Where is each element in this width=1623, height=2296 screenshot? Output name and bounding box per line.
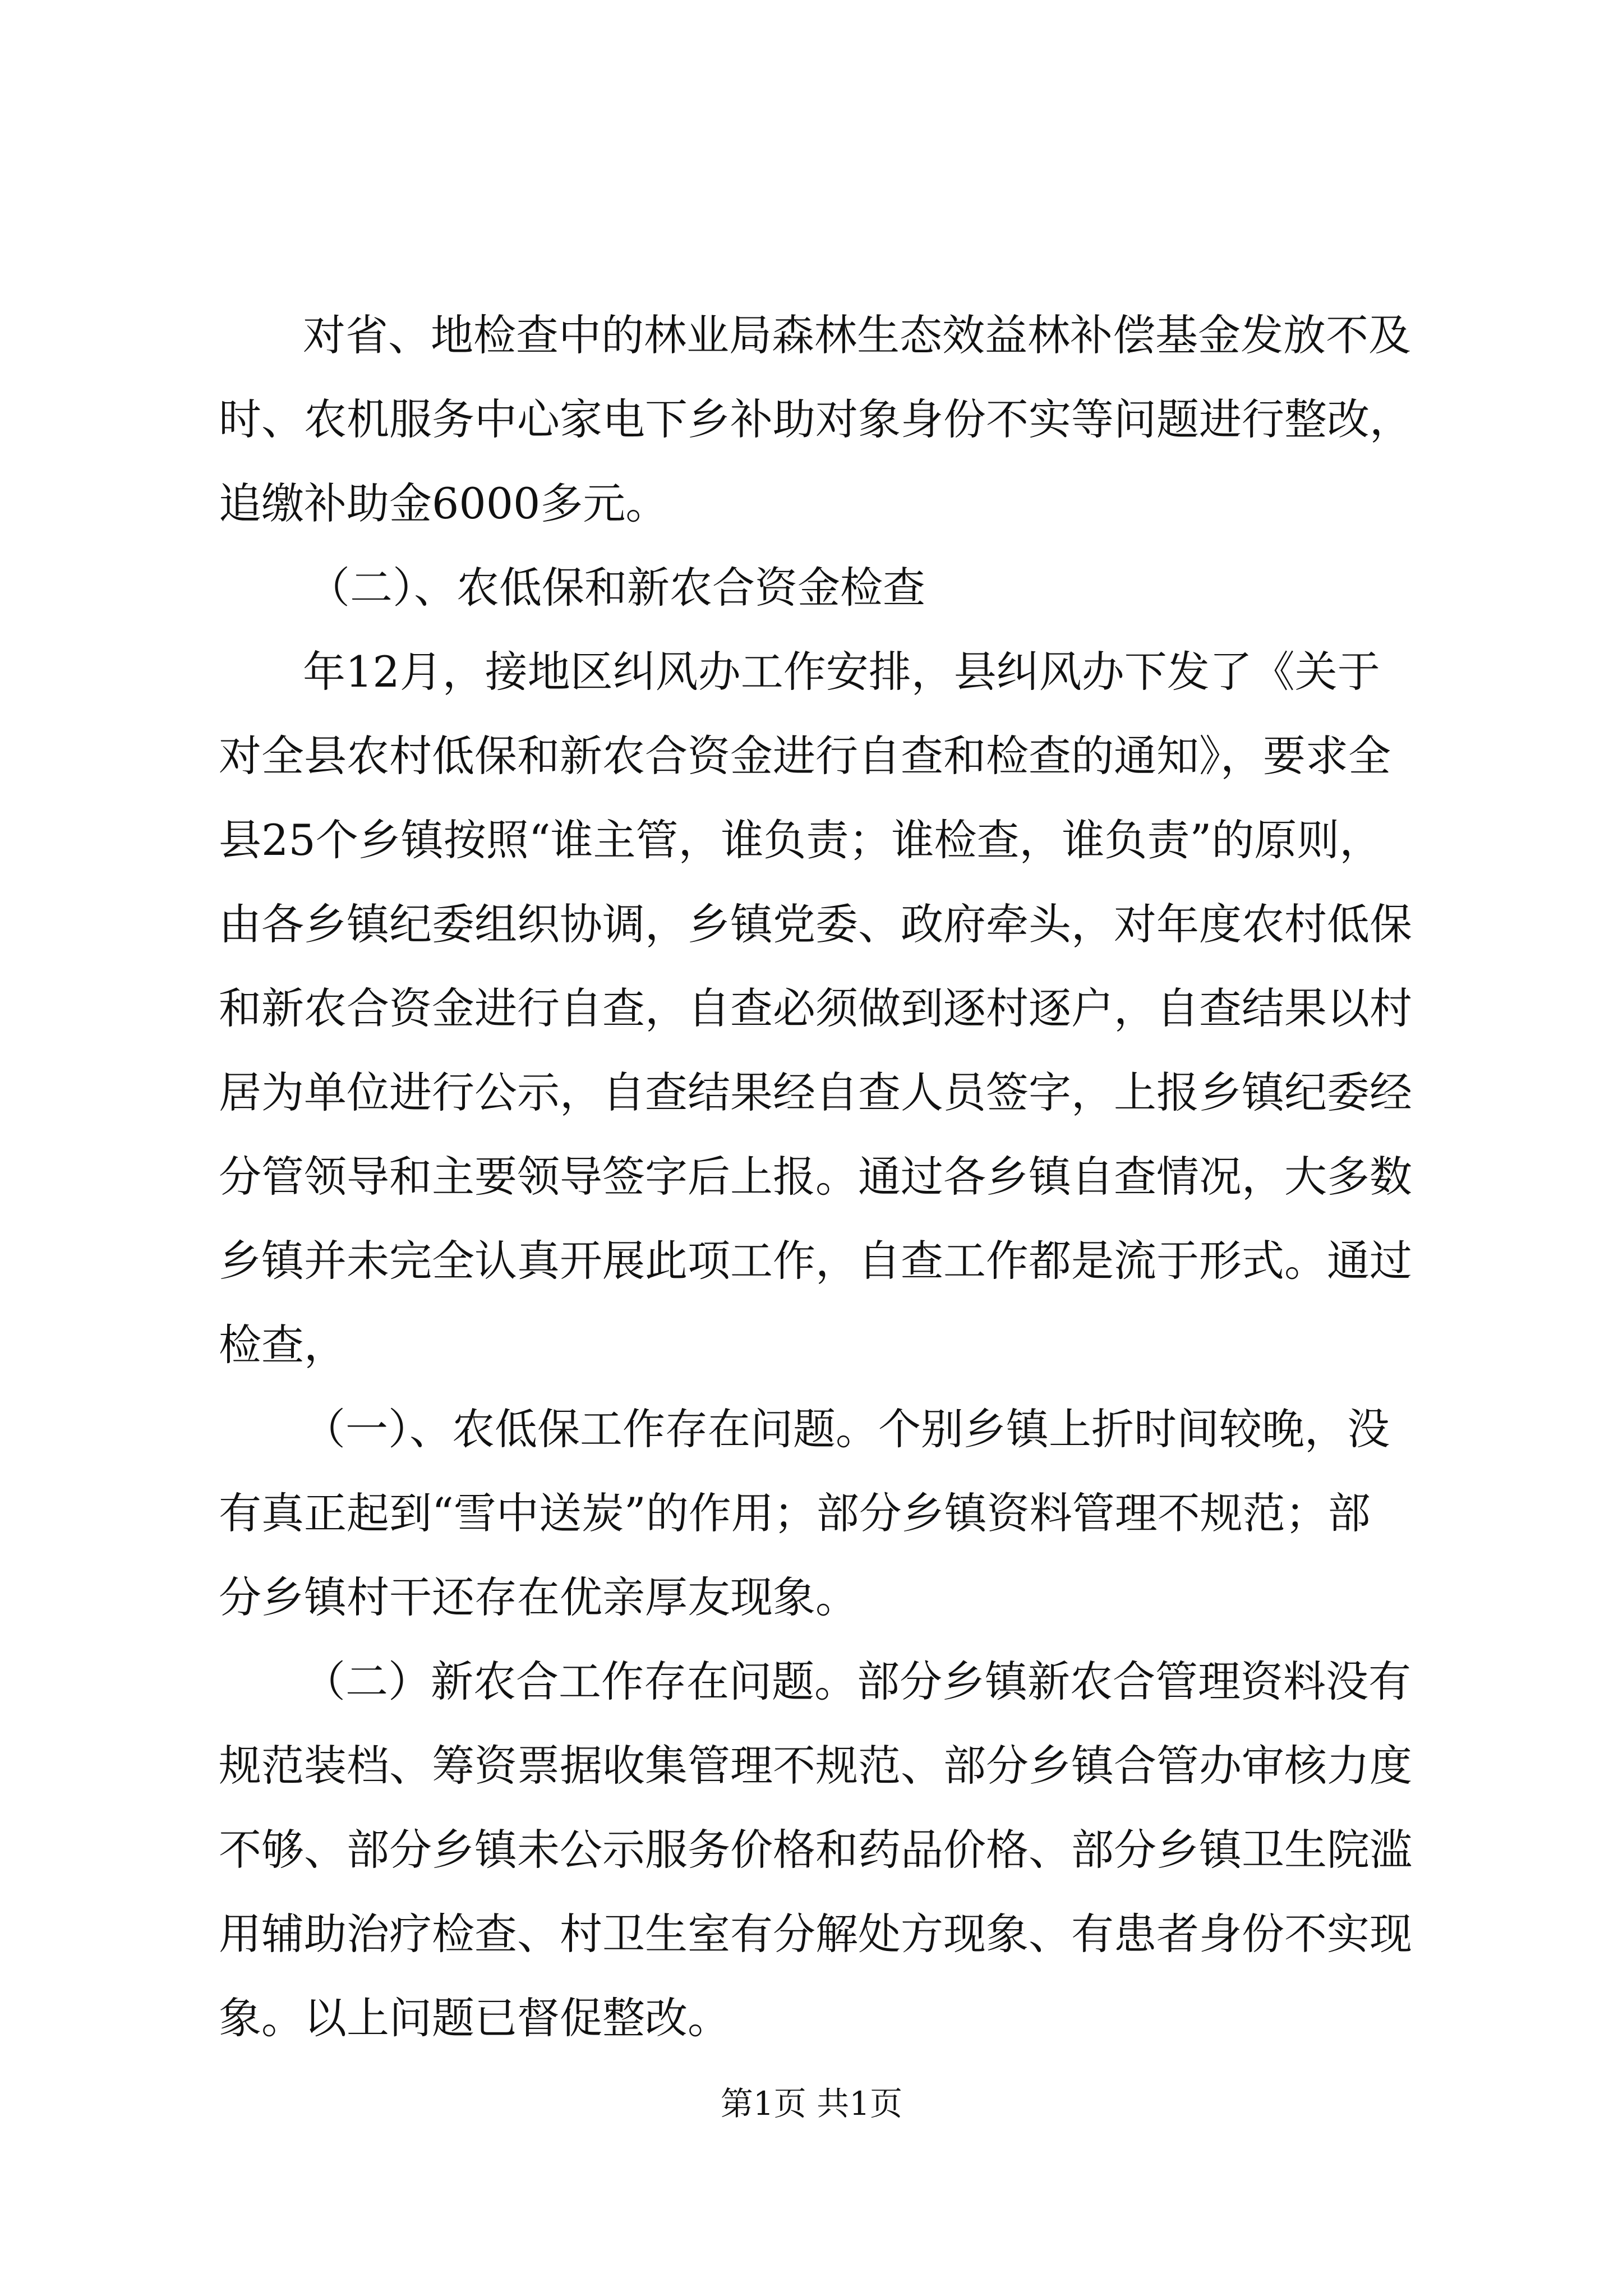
paragraph-line-10: 居为单位进行公示，自查结果经自查人员签字，上报乡镇纪委经 <box>219 1068 1412 1117</box>
paragraph-line-3: 追缴补助金6000多元。 <box>219 478 668 528</box>
paragraph-line-19: 不够、部分乡镇未公示服务价格和药品价格、部分乡镇卫生院滥 <box>219 1825 1412 1875</box>
paragraph-line-7: 县25个乡镇按照“谁主管，谁负责；谁检查，谁负责”的原则， <box>219 815 1382 865</box>
paragraph-line-17: （二）新农合工作存在问题。部分乡镇新农合管理资料没有 <box>303 1657 1411 1706</box>
paragraph-line-14: （一）、农低保工作存在问题。个别乡镇上折时间较晚，没 <box>303 1404 1390 1454</box>
page-footer: 第1页 共1页 <box>720 2085 903 2123</box>
paragraph-line-20: 用辅助治疗检查、村卫生室有分解处方现象、有患者身份不实现 <box>219 1909 1412 1959</box>
paragraph-line-5: 年12月，接地区纠风办工作安排，县纠风办下发了《关于 <box>303 647 1380 697</box>
paragraph-line-11: 分管领导和主要领导签字后上报。通过各乡镇自查情况，大多数 <box>219 1152 1412 1202</box>
paragraph-line-2: 时、农机服务中心家电下乡补助对象身份不实等问题进行整改， <box>219 394 1412 444</box>
paragraph-line-13: 检查， <box>219 1320 347 1370</box>
paragraph-line-18: 规范装档、筹资票据收集管理不规范、部分乡镇合管办审核力度 <box>219 1741 1412 1791</box>
paragraph-line-9: 和新农合资金进行自查，自查必须做到逐村逐户，自查结果以村 <box>219 983 1412 1033</box>
paragraph-line-16: 分乡镇村干还存在优亲厚友现象。 <box>219 1572 858 1622</box>
paragraph-line-1: 对省、地检查中的林业局森林生态效益林补偿基金发放不及 <box>303 310 1411 360</box>
paragraph-line-12: 乡镇并未完全认真开展此项工作，自查工作都是流于形式。通过 <box>219 1236 1412 1286</box>
section-heading-two: （二）、农低保和新农合资金检查 <box>307 563 925 613</box>
paragraph-line-21: 象。以上问题已督促整改。 <box>219 1993 730 2043</box>
paragraph-line-6: 对全县农村低保和新农合资金进行自查和检查的通知》，要求全 <box>219 731 1391 781</box>
paragraph-line-8: 由各乡镇纪委组织协调，乡镇党委、政府牵头，对年度农村低保 <box>219 899 1412 949</box>
paragraph-line-15: 有真正起到“雪中送炭”的作用；部分乡镇资料管理不规范；部 <box>219 1488 1371 1538</box>
